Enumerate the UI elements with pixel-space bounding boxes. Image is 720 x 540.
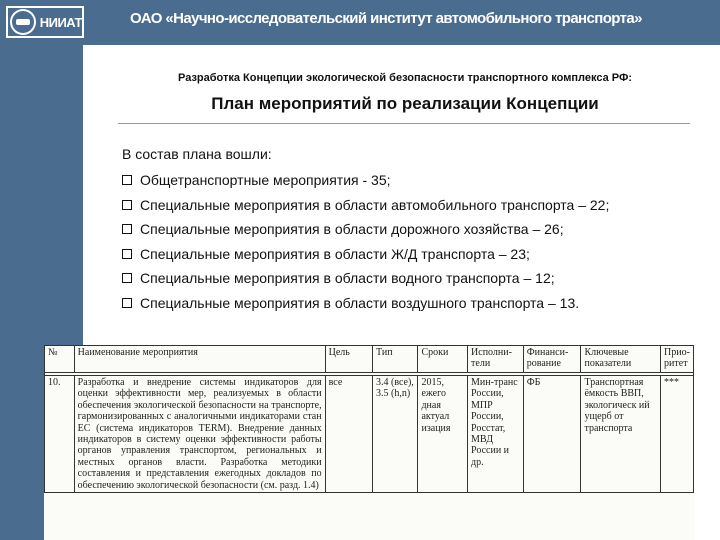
header-fin: Финанси-рование bbox=[523, 346, 581, 373]
checkbox-bullet-icon bbox=[122, 249, 132, 259]
header-name: Наименование мероприятия bbox=[74, 346, 325, 373]
checkbox-bullet-icon bbox=[122, 273, 132, 283]
header-prio: Прио-ритет bbox=[661, 346, 694, 373]
cell-fin: ФБ bbox=[523, 376, 581, 493]
cell-num: 10. bbox=[45, 376, 75, 493]
list-item bbox=[122, 172, 609, 197]
checkbox-bullet-icon bbox=[122, 175, 132, 185]
header-num: № bbox=[45, 346, 75, 373]
header-type: Тип bbox=[372, 346, 417, 373]
cell-prio: *** bbox=[661, 376, 694, 493]
measures-list bbox=[122, 172, 609, 319]
list-item-text: Общетранспортные мероприятия - 35; bbox=[140, 172, 391, 188]
logo-text: НИИАТ bbox=[39, 14, 82, 30]
table-row bbox=[45, 376, 694, 493]
list-item-text: Специальные мероприятия в области дорожного хозяйства – 26; bbox=[140, 221, 564, 237]
list-item-text: Специальные мероприятия в области автомобильного транспорта – 22; bbox=[140, 196, 610, 213]
header-bar bbox=[0, 0, 720, 45]
list-item bbox=[122, 197, 609, 222]
cell-goal: все bbox=[325, 376, 372, 493]
slide-subtitle: Разработка Концепции экологической безопасности транспортного комплекса РФ: bbox=[178, 72, 632, 84]
header-term: Сроки bbox=[418, 346, 468, 373]
header-exec: Исполни-тели bbox=[468, 346, 524, 373]
slide-title: План мероприятий по реализации Концепции bbox=[211, 94, 599, 113]
organization-title: ОАО «Научно-исследовательский институт автомобильного транспорта» bbox=[130, 10, 642, 27]
list-item bbox=[122, 295, 609, 320]
list-item-text: Специальные мероприятия в области водного транспорта – 12; bbox=[140, 270, 555, 286]
plan-table-scan bbox=[44, 345, 694, 540]
intro-text: В состав плана вошли: bbox=[122, 146, 272, 162]
checkbox-bullet-icon bbox=[122, 200, 132, 210]
cell-term: 2015, ежего дная актуал изация bbox=[418, 376, 468, 493]
cell-type: 3.4 (все), 3.5 (h,n) bbox=[372, 376, 417, 493]
plan-table bbox=[44, 345, 694, 493]
list-item-text: Специальные мероприятия в области воздушного транспорта – 13. bbox=[140, 294, 580, 311]
title-divider bbox=[118, 123, 690, 124]
car-emblem-icon bbox=[10, 9, 36, 35]
list-item bbox=[122, 270, 609, 295]
list-item bbox=[122, 221, 609, 246]
list-item bbox=[122, 246, 609, 271]
table-header-row bbox=[45, 346, 694, 373]
checkbox-bullet-icon bbox=[122, 298, 132, 308]
checkbox-bullet-icon bbox=[122, 224, 132, 234]
cell-exec: Мин-транс России, МПР России, Росстат, МВД России и др. bbox=[468, 376, 524, 493]
list-item-text: Специальные мероприятия в области Ж/Д транспорта – 23; bbox=[140, 245, 530, 262]
header-goal: Цель bbox=[325, 346, 372, 373]
cell-name: Разработка и внедрение системы индикаторов для оценки эффективности мер, реализуемых в области обеспечения экологической безопасности на транспорте, гармонизированных с аналогичными индикаторами стан ЕС (система индикаторов TERM). Внедрение данных индикаторов в систему оценки эффективности работы органов управления транспортом, региональных и местных органов власти. Разработка методики составления и представления ежегодных докладов по обеспечению экологической безопасности (см. разд. 1.4) bbox=[74, 376, 325, 493]
niiat-logo bbox=[6, 6, 84, 38]
header-ind: Ключевые показатели bbox=[581, 346, 661, 373]
cell-ind: Транспортная ёмкость ВВП, экологическ ий ущерб от транспорта bbox=[581, 376, 661, 493]
